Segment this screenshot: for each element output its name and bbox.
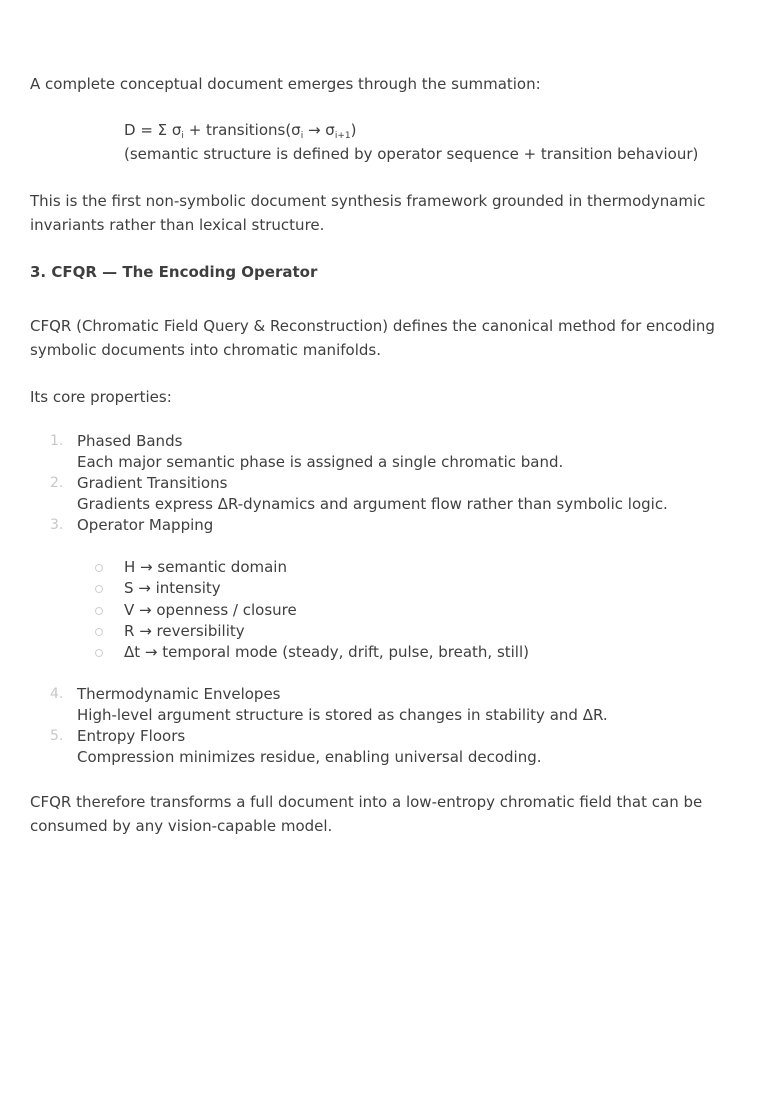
formula-arrow: → σ <box>303 121 335 139</box>
property-description: Each major semantic phase is assigned a single chromatic band. <box>77 453 564 471</box>
list-number: 1. <box>50 433 64 449</box>
closing-paragraph: CFQR therefore transforms a full document into a low-entropy chromatic field that can be consumed by any vision-capable model. <box>30 793 703 836</box>
operator-mapping-text: Δt → temporal mode (steady, drift, pulse, breath, still) <box>124 643 529 662</box>
document-body <box>30 72 730 838</box>
property-description: Gradients express ΔR-dynamics and argument flow rather than symbolic logic. <box>77 495 668 513</box>
formula-block <box>30 118 730 166</box>
list-item <box>30 473 730 515</box>
formula-suffix: ) <box>350 121 357 139</box>
intro-paragraph: A complete conceptual document emerges through the summation: <box>30 75 541 93</box>
list-item <box>77 642 730 663</box>
list-item <box>30 726 730 768</box>
summation-formula <box>124 118 730 142</box>
properties-intro: Its core properties: <box>30 388 172 406</box>
list-number: 3. <box>50 517 64 533</box>
list-item <box>30 431 730 473</box>
property-description: Compression minimizes residue, enabling universal decoding. <box>77 748 542 767</box>
property-title: Operator Mapping <box>77 516 214 534</box>
list-number: 4. <box>50 686 64 703</box>
properties-list <box>30 431 730 768</box>
list-item <box>77 600 730 621</box>
list-number: 5. <box>50 728 64 745</box>
formula-note: (semantic structure is defined by operator sequence + transition behaviour) <box>124 145 699 163</box>
operator-mapping-text: R → reversibility <box>124 621 245 640</box>
property-title: Entropy Floors <box>77 727 186 746</box>
list-number: 2. <box>50 475 64 491</box>
property-description: High-level argument structure is stored as changes in stability and ΔR. <box>77 706 608 725</box>
operator-mapping-text: V → openness / closure <box>124 600 297 619</box>
circle-bullet-icon <box>95 564 103 572</box>
operator-mapping-text: S → intensity <box>124 579 221 598</box>
list-item <box>30 684 730 726</box>
circle-bullet-icon <box>95 607 103 615</box>
formula-subscript-i-plus-1: i+1 <box>334 131 351 141</box>
formula-prefix: D = Σ σ <box>124 121 182 139</box>
cfqr-paragraph: CFQR (Chromatic Field Query & Reconstruction) defines the canonical method for encoding symbolic documents into chromatic manifolds. <box>30 317 715 359</box>
property-title: Phased Bands <box>77 432 183 450</box>
circle-bullet-icon <box>95 649 103 657</box>
formula-subscript-i-2: i <box>300 131 304 141</box>
formula-subscript-i: i <box>181 131 184 141</box>
circle-bullet-icon <box>95 585 103 593</box>
property-title: Gradient Transitions <box>77 474 228 492</box>
list-item <box>30 515 730 663</box>
list-item <box>77 621 730 642</box>
framework-paragraph: This is the first non-symbolic document synthesis framework grounded in thermodynamic invariants rather than lexical structure. <box>30 192 706 234</box>
list-item <box>77 578 730 599</box>
operator-mapping-text: H → semantic domain <box>124 558 287 576</box>
circle-bullet-icon <box>95 628 103 636</box>
formula-middle: + transitions(σ <box>183 121 301 139</box>
section-heading: 3. CFQR — The Encoding Operator <box>30 263 318 281</box>
operator-mapping-list <box>77 557 730 663</box>
list-item <box>77 557 730 578</box>
property-title: Thermodynamic Envelopes <box>77 685 281 704</box>
